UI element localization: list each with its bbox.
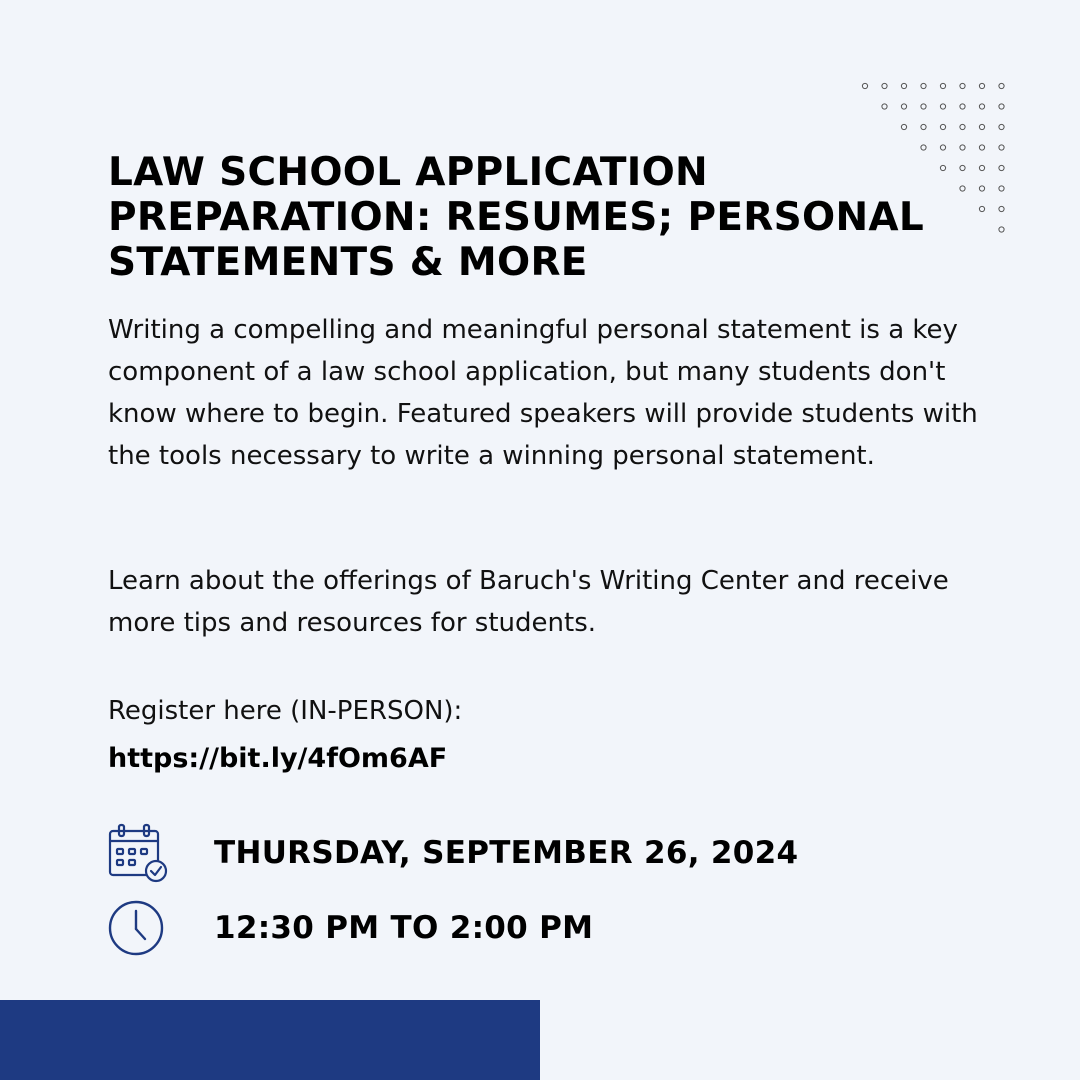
decorative-dot [979,186,984,191]
decorative-dot [901,83,906,88]
decorative-dot [960,124,965,129]
decorative-dot [921,104,926,109]
writing-center-description: Learn about the offerings of Baruch's Writing Center and receive more tips and resources for students. [108,566,949,638]
decorative-dot [979,165,984,170]
decorative-dot [940,83,945,88]
decorative-dot [999,206,1004,211]
event-title: LAW SCHOOL APPLICATION PREPARATION: RESUMES; PERSONAL STATEMENTS & MORE [108,150,925,285]
event-time: 12:30 PM TO 2:00 PM [214,910,594,946]
event-time-row [108,898,594,958]
decorative-dot [882,83,887,88]
decorative-dot [901,104,906,109]
decorative-dot [862,83,867,88]
decorative-dot [882,104,887,109]
clock-icon [108,898,168,958]
decorative-dot [979,206,984,211]
register-link[interactable]: https://bit.ly/4fOm6AF [108,743,448,774]
event-description: Writing a compelling and meaningful personal statement is a key component of a law school application, but many students don't know where to begin. Featured speakers will provide students with the tools necessary to write a winning personal statement. [108,315,978,471]
decorative-dot [921,83,926,88]
decorative-dot [979,145,984,150]
decorative-dot [940,104,945,109]
decorative-dot [979,104,984,109]
decorative-dot [999,104,1004,109]
calendar-icon [108,823,168,883]
decorative-dot [960,83,965,88]
decorative-dot [901,124,906,129]
decorative-dot [921,124,926,129]
decorative-dot [999,186,1004,191]
decorative-dot [979,83,984,88]
decorative-dot [999,83,1004,88]
decorative-dot [999,165,1004,170]
accent-bar [0,1000,540,1080]
register-label: Register here (IN-PERSON): [108,696,463,726]
decorative-dot [999,145,1004,150]
event-date: THURSDAY, SEPTEMBER 26, 2024 [214,835,799,871]
decorative-dot [999,124,1004,129]
decorative-dot [979,124,984,129]
event-date-row [108,823,799,883]
decorative-dot [940,124,945,129]
decorative-dot [960,104,965,109]
decorative-dot [999,227,1004,232]
